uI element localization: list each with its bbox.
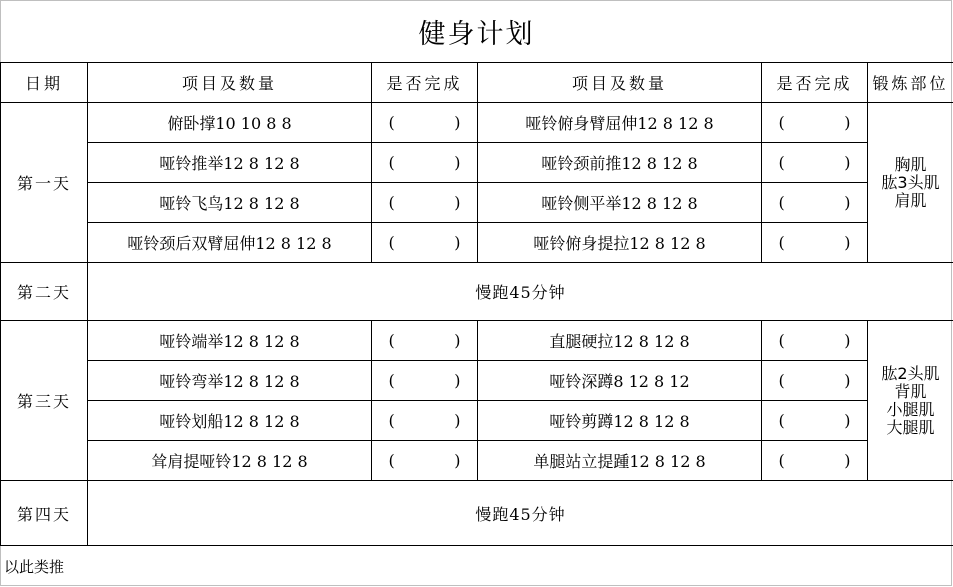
- table-row: [1, 361, 953, 401]
- completion-check[interactable]: ( ): [762, 441, 868, 481]
- completion-check[interactable]: ( ): [372, 321, 478, 361]
- table-row: [1, 103, 953, 143]
- plan-table: [0, 62, 953, 546]
- table-row: [1, 321, 953, 361]
- muscle-group: 肱2头肌: [881, 363, 940, 383]
- header-row: [1, 63, 953, 103]
- table-row: [1, 441, 953, 481]
- exercise-cell: 哑铃剪蹲12 8 12 8: [478, 401, 762, 441]
- muscle-group: 大腿肌: [886, 417, 935, 437]
- completion-check[interactable]: ( ): [762, 143, 868, 183]
- exercise-cell: 哑铃弯举12 8 12 8: [88, 361, 372, 401]
- activity-cell: 慢跑45分钟: [88, 263, 953, 321]
- table-row: [1, 183, 953, 223]
- table-row: [1, 223, 953, 263]
- muscle-group: 小腿肌: [886, 399, 935, 419]
- muscle-groups: [868, 321, 953, 481]
- table-row: [1, 481, 953, 546]
- table-row: [1, 401, 953, 441]
- exercise-cell: 哑铃划船12 8 12 8: [88, 401, 372, 441]
- muscle-group: 胸肌: [894, 154, 927, 174]
- day-label: 第一天: [1, 103, 88, 263]
- muscle-group: 肩肌: [894, 190, 927, 210]
- exercise-cell: 哑铃侧平举12 8 12 8: [478, 183, 762, 223]
- exercise-cell: 俯卧撑10 10 8 8: [88, 103, 372, 143]
- day-label: 第二天: [1, 263, 88, 321]
- completion-check[interactable]: ( ): [762, 223, 868, 263]
- exercise-cell: 哑铃俯身臂屈伸12 8 12 8: [478, 103, 762, 143]
- completion-check[interactable]: ( ): [762, 361, 868, 401]
- completion-check[interactable]: ( ): [762, 321, 868, 361]
- completion-check[interactable]: ( ): [372, 441, 478, 481]
- completion-check[interactable]: ( ): [372, 361, 478, 401]
- header-item-1: 项目及数量: [88, 63, 372, 103]
- muscle-group: 背肌: [894, 381, 927, 401]
- table-row: [1, 143, 953, 183]
- page-title: 健身计划: [418, 18, 535, 50]
- completion-check[interactable]: ( ): [372, 183, 478, 223]
- exercise-cell: 直腿硬拉12 8 12 8: [478, 321, 762, 361]
- header-date: 日期: [1, 63, 88, 103]
- exercise-cell: 哑铃颈前推12 8 12 8: [478, 143, 762, 183]
- exercise-cell: 哑铃端举12 8 12 8: [88, 321, 372, 361]
- header-part: 锻炼部位: [868, 63, 953, 103]
- completion-check[interactable]: ( ): [372, 143, 478, 183]
- day-label: 第三天: [1, 321, 88, 481]
- day-label: 第四天: [1, 481, 88, 546]
- exercise-cell: 哑铃俯身提拉12 8 12 8: [478, 223, 762, 263]
- activity-cell: 慢跑45分钟: [88, 481, 953, 546]
- footer-note: 以此类推: [4, 558, 65, 576]
- completion-check[interactable]: ( ): [372, 103, 478, 143]
- header-done-2: 是否完成: [762, 63, 868, 103]
- exercise-cell: 哑铃深蹲8 12 8 12: [478, 361, 762, 401]
- header-item-2: 项目及数量: [478, 63, 762, 103]
- completion-check[interactable]: ( ): [372, 401, 478, 441]
- header-done-1: 是否完成: [372, 63, 478, 103]
- exercise-cell: 哑铃推举12 8 12 8: [88, 143, 372, 183]
- completion-check[interactable]: ( ): [762, 401, 868, 441]
- exercise-cell: 耸肩提哑铃12 8 12 8: [88, 441, 372, 481]
- muscle-group: 肱3头肌: [881, 172, 940, 192]
- exercise-cell: 哑铃飞鸟12 8 12 8: [88, 183, 372, 223]
- muscle-groups: [868, 103, 953, 263]
- exercise-cell: 单腿站立提踵12 8 12 8: [478, 441, 762, 481]
- completion-check[interactable]: ( ): [372, 223, 478, 263]
- completion-check[interactable]: ( ): [762, 183, 868, 223]
- table-row: [1, 263, 953, 321]
- exercise-cell: 哑铃颈后双臂屈伸12 8 12 8: [88, 223, 372, 263]
- completion-check[interactable]: ( ): [762, 103, 868, 143]
